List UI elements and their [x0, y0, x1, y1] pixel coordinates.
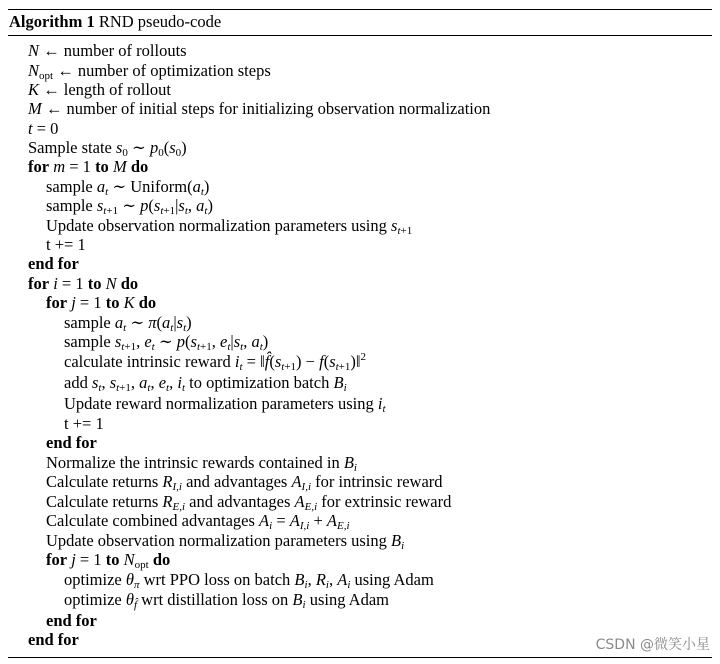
algorithm-label: Algorithm 1: [9, 12, 95, 31]
algo-line-13: for i = 1 to N do: [28, 274, 139, 293]
algo-line-14: for j = 1 to K do: [46, 293, 157, 312]
caption-rule: [8, 35, 712, 36]
algo-line-28: optimize $\theta_\pi$ wrt PPO loss on batch $B_i$, $R_i$, $A_i$ using Adam: [64, 570, 434, 591]
algo-line-19: Update reward normalization parameters using $i_t$: [64, 394, 386, 415]
algo-line-3: K ← length of rollout: [28, 80, 171, 99]
algo-line-16: sample $s_{t+1}$, $e_t$ ∼ $p(s_{t+1}$, $e_t|s_t$, $a_t$): [64, 332, 269, 353]
algo-line-22: Normalize the intrinsic rewards contained in $B_i$: [46, 453, 357, 474]
algo-line-21: end for: [46, 433, 97, 452]
algo-line-15: sample $a_t$ ∼ $\pi(a_t|s_t)$: [64, 313, 192, 334]
algo-line-2: $N_{opt}$ ← number of optimization steps: [28, 61, 271, 82]
algorithm-title: RND pseudo-code: [98, 12, 222, 31]
algo-line-11: t += 1: [46, 235, 86, 254]
algo-line-23: Calculate returns $R_{I,i}$ and advantages $A_{I,i}$ for intrinsic reward: [46, 472, 443, 493]
algo-line-18: add $s_t$, $s_{t+1}$, $a_t$, $e_t$, $i_t$ to optimization batch $B_i$: [64, 373, 347, 394]
algo-line-31: end for: [28, 630, 79, 649]
algorithm-caption: [9, 12, 221, 32]
algo-line-6: Sample state $s_0$ ∼ $p_0(s_0)$: [28, 138, 187, 159]
algo-line-27: for j = 1 to $N_{opt}$ do: [46, 550, 171, 571]
algo-line-25: Calculate combined advantages $A_i = A_{I,i} + A_{E,i}$: [46, 511, 350, 532]
algo-line-20: t += 1: [64, 414, 104, 433]
algo-line-24: Calculate returns $R_{E,i}$ and advantages $A_{E,i}$ for extrinsic reward: [46, 492, 452, 513]
algo-line-26: Update observation normalization parameters using $B_i$: [46, 531, 405, 552]
algo-line-7: for m = 1 to M do: [28, 157, 149, 176]
algo-line-8: sample $a_t$ ∼ $Uniform(a_t)$: [46, 177, 210, 198]
algo-line-29: optimize $\theta_{f̂}$ wrt distillation loss on $B_i$ using Adam: [64, 590, 389, 611]
algo-line-12: end for: [28, 254, 79, 273]
bottom-rule: [8, 657, 712, 658]
algo-line-10: Update observation normalization parameters using $s_{t+1}$: [46, 216, 413, 237]
top-rule: [8, 9, 712, 10]
algo-line-1: N ← number of rollouts: [28, 41, 187, 60]
algo-line-17: calculate intrinsic reward $i_t$ = $‖f̂(s_{t+1})$ − $f(s_{t+1})‖^2$: [64, 351, 367, 373]
algo-line-9: sample $s_{t+1}$ ∼ $p(s_{t+1}|s_t$, $a_t$): [46, 196, 213, 217]
csdn-watermark: CSDN @微笑小星: [595, 637, 710, 653]
algo-line-5: t = 0: [28, 119, 59, 138]
algo-line-30: end for: [46, 611, 97, 630]
algo-line-4: M ← number of initial steps for initializing observation normalization: [28, 99, 491, 118]
